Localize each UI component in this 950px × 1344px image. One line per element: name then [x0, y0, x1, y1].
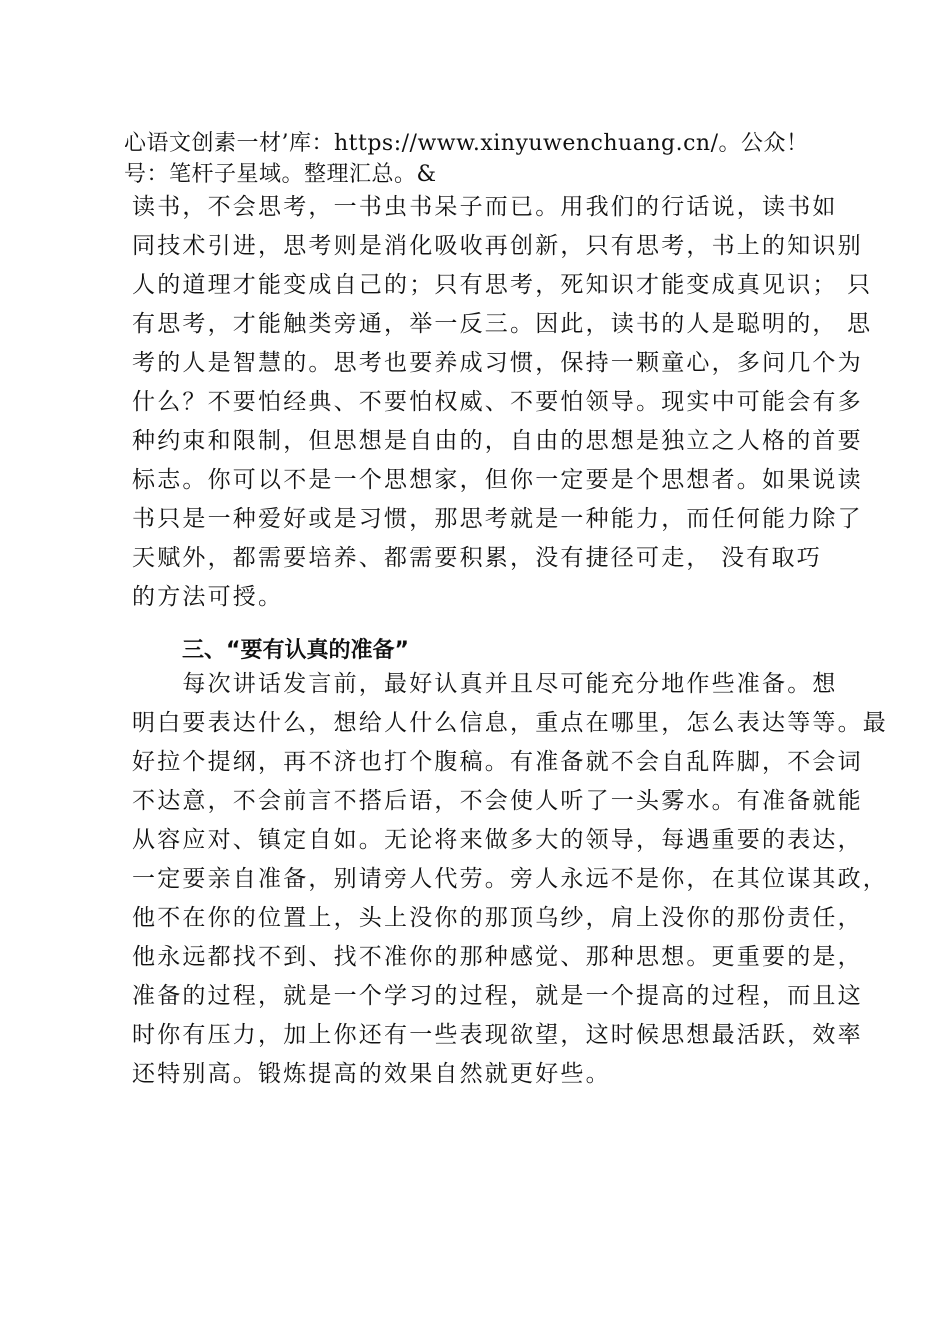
paragraph-line: 什么？不要怕经典、不要怕权威、不要怕领导。现实中可能会有多 [132, 389, 863, 415]
paragraph-line: 好拉个提纲，再不济也打个腹稿。有准备就不会自乱阵脚，不会词 [132, 749, 863, 775]
section-heading: 三、“要有认真的准备” [182, 638, 409, 663]
paragraph-line: 书只是一种爱好或是习惯，那思考就是一种能力，而任何能力除了 [132, 506, 863, 532]
source-note-line-1: 心语文创素一材’库：https://www.xinyuwenchuang.cn/。公众！ [124, 131, 809, 156]
paragraph-line: 的方法可授。 [132, 584, 284, 610]
paragraph-line: 明白要表达什么，想给人什么信息，重点在哪里，怎么表达等等。最 [132, 710, 888, 736]
source-note-line-2: 号：笔杆子星域。整理汇总。& [124, 162, 437, 187]
paragraph-line: 有思考，才能触类旁通，举一反三。因此，读书的人是聪明的， 思 [132, 311, 873, 337]
paragraph-line: 时你有压力，加上你还有一些表现欲望，这时候思想最活跃，效率 [132, 1022, 863, 1048]
paragraph-line: 不达意，不会前言不搭后语，不会使人听了一头雾水。有准备就能 [132, 788, 863, 814]
paragraph-line: 一定要亲自准备，别请旁人代劳。旁人永远不是你，在其位谋其政， [132, 866, 888, 892]
paragraph-line: 从容应对、镇定自如。无论将来做多大的领导，每遇重要的表达， [132, 827, 863, 853]
paragraph-line: 人的道理才能变成自己的；只有思考，死知识才能变成真见识； 只 [132, 272, 873, 298]
paragraph-line: 还特别高。锻炼提高的效果自然就更好些。 [132, 1061, 611, 1087]
paragraph-line: 他永远都找不到、找不准你的那种感觉、那种思想。更重要的是， [132, 944, 863, 970]
paragraph-line: 考的人是智慧的。思考也要养成习惯，保持一颗童心，多问几个为 [132, 350, 863, 376]
paragraph-line: 他不在你的位置上，头上没你的那顶乌纱，肩上没你的那份责任， [132, 905, 863, 931]
paragraph-line: 种约束和限制，但思想是自由的，自由的思想是独立之人格的首要 [132, 428, 863, 454]
paragraph-line: 读书，不会思考，一书虫书呆子而已。用我们的行话说，读书如 [132, 194, 838, 220]
paragraph-line: 同技术引进，思考则是消化吸收再创新，只有思考，书上的知识别 [132, 233, 863, 259]
paragraph-line: 天赋外，都需要培养、都需要积累，没有捷径可走， 没有取巧 [132, 545, 822, 571]
paragraph-line: 准备的过程，就是一个学习的过程，就是一个提高的过程，而且这 [132, 983, 863, 1009]
paragraph-line: 每次讲话发言前，最好认真并且尽可能充分地作些准备。想 [132, 671, 838, 697]
paragraph-line: 标志。你可以不是一个思想家，但你一定要是个思想者。如果说读 [132, 467, 863, 493]
